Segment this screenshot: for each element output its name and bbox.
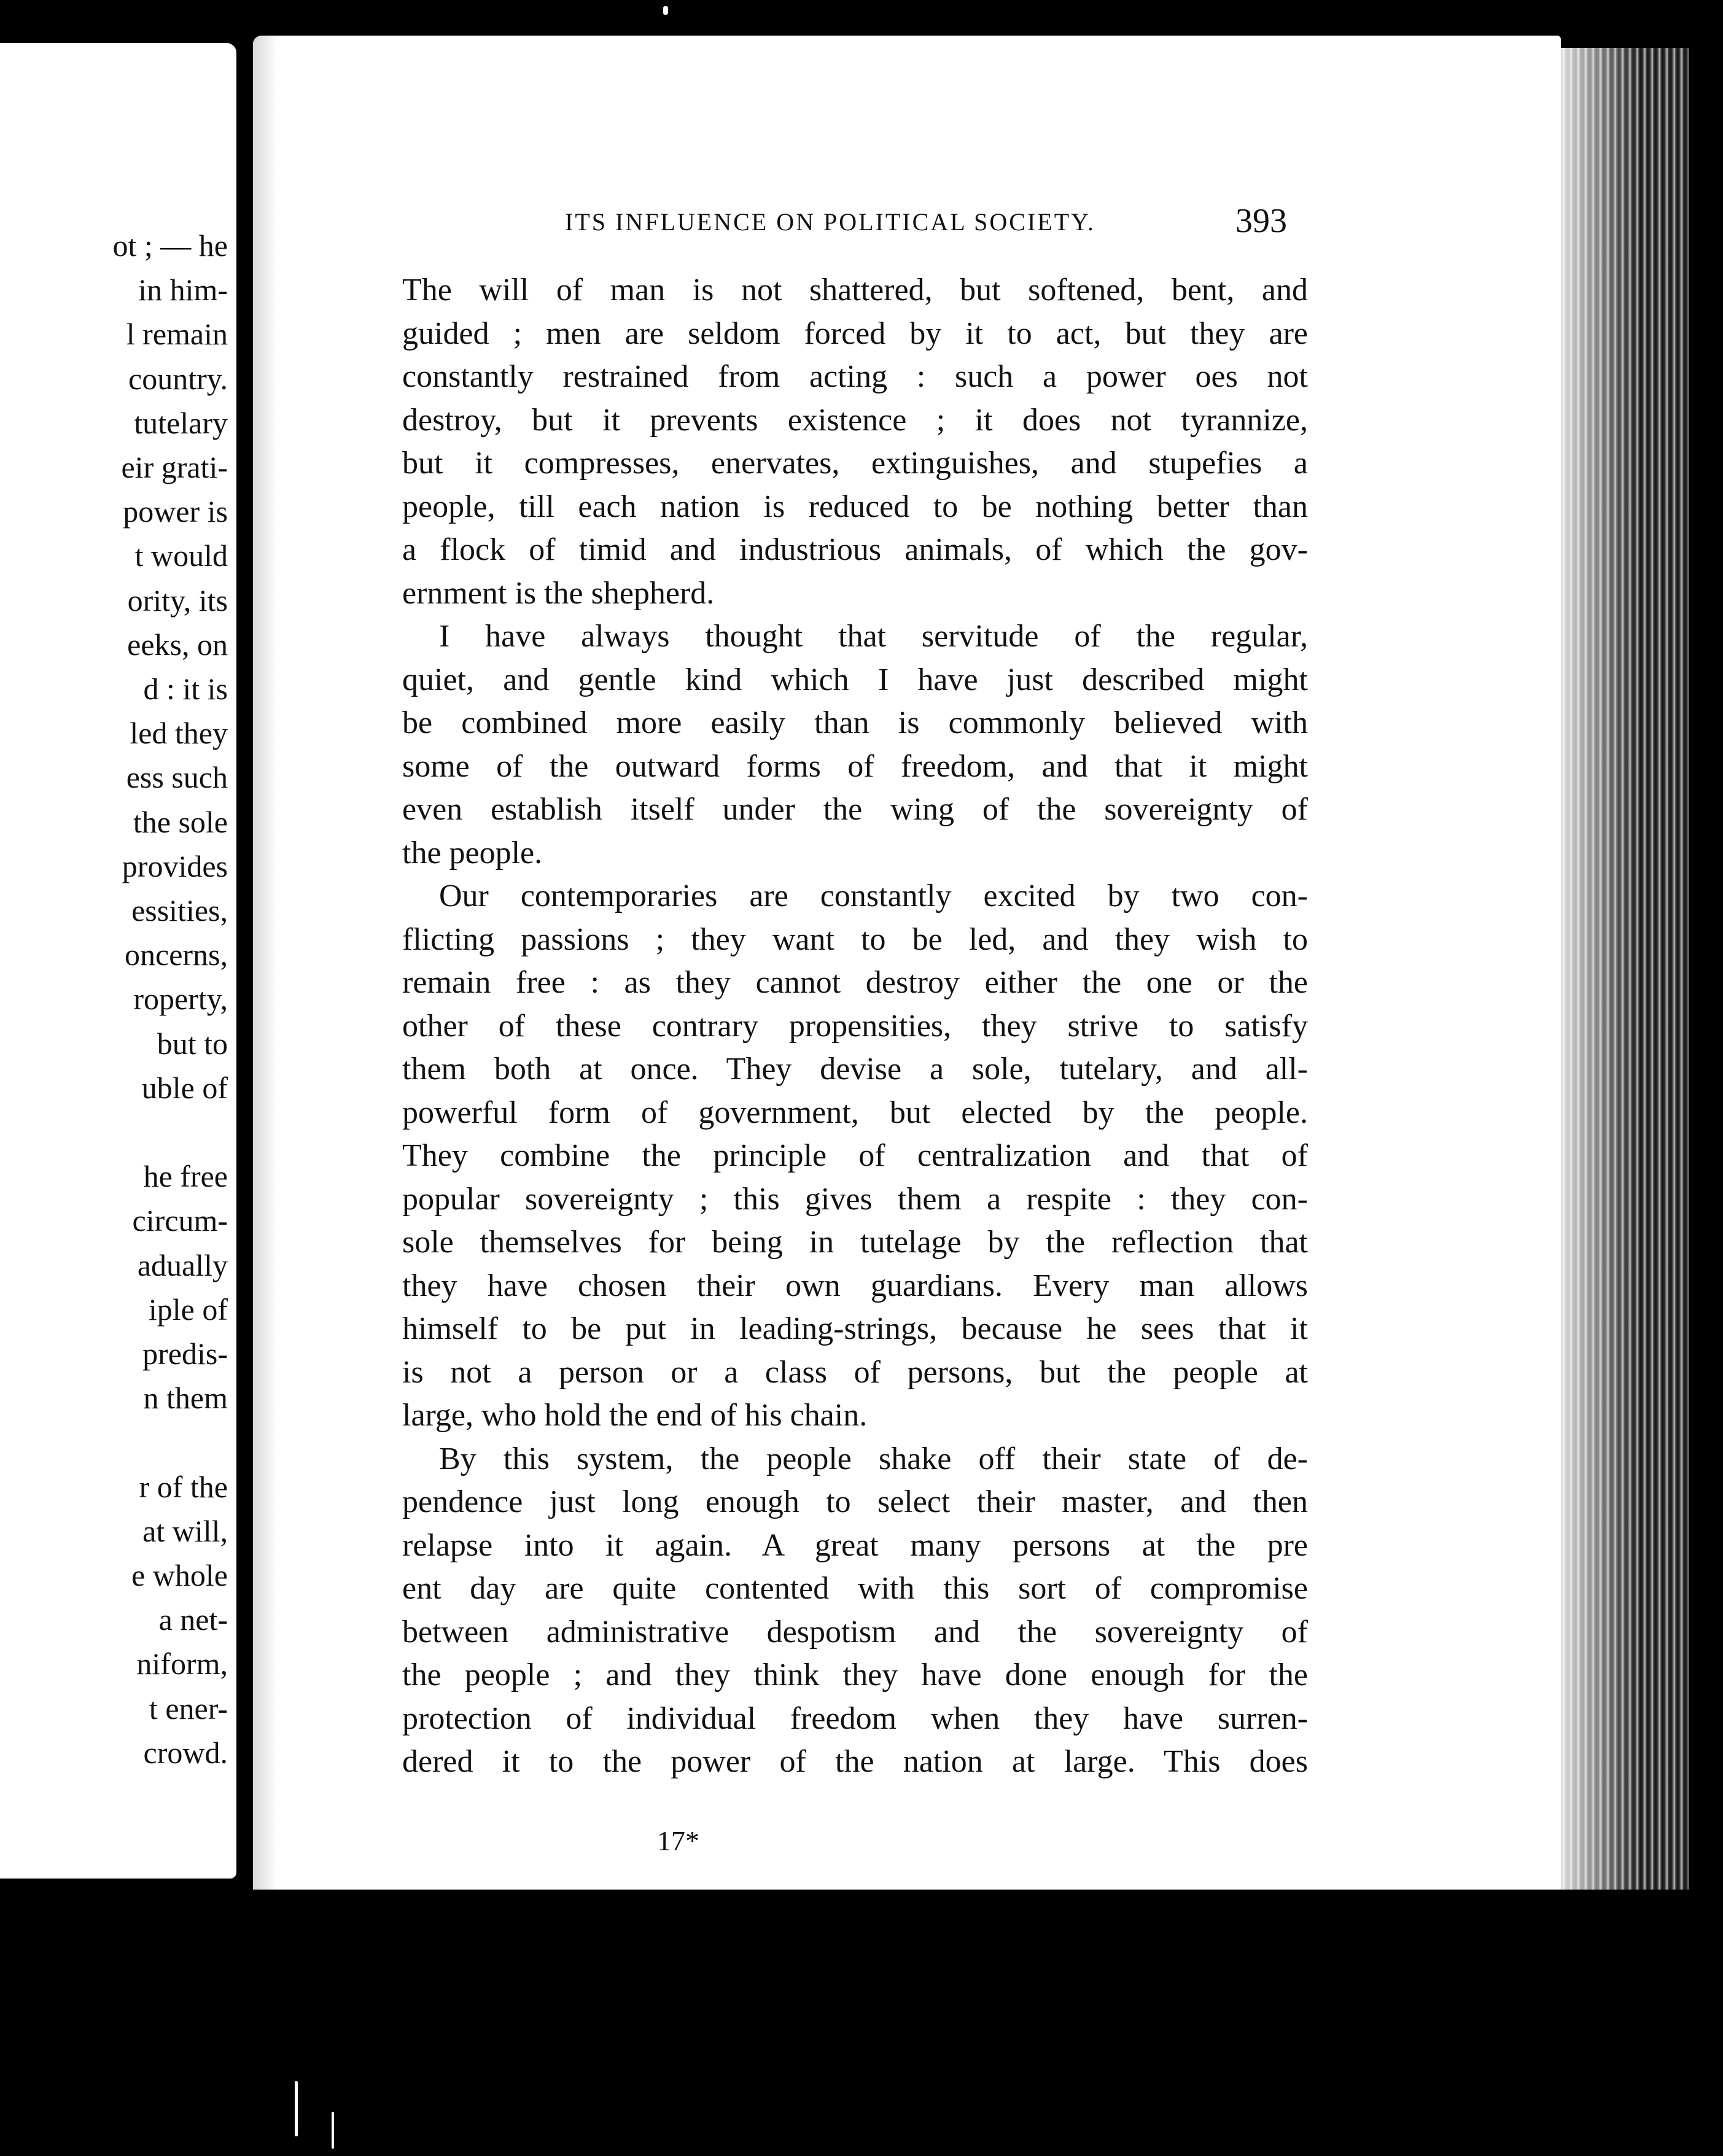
text-line: I have always thought that servitude of the regular, bbox=[439, 619, 1308, 654]
running-head: ITS INFLUENCE ON POLITICAL SOCIETY. bbox=[565, 208, 1095, 236]
signature-mark: 17* bbox=[657, 1825, 699, 1856]
left-page-line: he free bbox=[143, 1159, 228, 1194]
left-page-line: roperty, bbox=[133, 982, 228, 1017]
scan-speck bbox=[332, 2112, 334, 2149]
text-line: is not a person or a class of persons, but the people at bbox=[402, 1354, 1308, 1390]
left-page-line: crowd. bbox=[143, 1735, 228, 1770]
text-line: but it compresses, enervates, extinguishes, and stupefies a bbox=[402, 446, 1308, 481]
text-line: Our contemporaries are constantly excited by two con- bbox=[439, 878, 1308, 913]
text-line: By this system, the people shake off their state of de- bbox=[439, 1441, 1308, 1476]
left-page-line: in him- bbox=[138, 273, 228, 308]
text-line: dered it to the power of the nation at large. This does bbox=[402, 1744, 1308, 1779]
text-line: even establish itself under the wing of the sovereignty of bbox=[402, 792, 1308, 827]
text-line: The will of man is not shattered, but softened, bent, and bbox=[402, 273, 1308, 308]
text-line: sole themselves for being in tutelage by the reflection that bbox=[402, 1225, 1308, 1260]
text-line: the people ; and they think they have done enough for the bbox=[402, 1658, 1308, 1693]
text-line: quiet, and gentle kind which I have just described might bbox=[402, 662, 1308, 697]
left-page-line: a net- bbox=[158, 1602, 228, 1637]
gutter-shadow bbox=[253, 36, 278, 1890]
left-page-line: the sole bbox=[133, 804, 228, 839]
left-page-line: adually bbox=[137, 1247, 228, 1282]
left-page-line: ot ; — he bbox=[112, 228, 228, 263]
left-page-line: but to bbox=[157, 1026, 228, 1061]
left-page-line: predis- bbox=[142, 1336, 228, 1371]
left-page-line: t would bbox=[134, 538, 228, 573]
left-page-line: d : it is bbox=[143, 672, 228, 706]
left-page-line: ess such bbox=[126, 760, 228, 795]
left-page-line: oncerns, bbox=[125, 937, 228, 972]
left-facing-page bbox=[0, 43, 236, 1879]
text-line: popular sovereignty ; this gives them a respite : they con- bbox=[402, 1181, 1308, 1217]
text-line: guided ; men are seldom forced by it to act, but they are bbox=[402, 316, 1308, 351]
text-line: pendence just long enough to select their master, and then bbox=[402, 1484, 1308, 1519]
left-page-line: eeks, on bbox=[127, 627, 228, 662]
left-page-line: provides bbox=[122, 848, 228, 883]
text-line: between administrative despotism and the sovereignty of bbox=[402, 1614, 1308, 1650]
text-line: people, till each nation is reduced to be nothing better than bbox=[402, 489, 1308, 524]
text-line: protection of individual freedom when they have surren- bbox=[402, 1700, 1308, 1736]
left-page-line: country. bbox=[128, 361, 228, 396]
text-line: powerful form of government, but elected by the people. bbox=[402, 1095, 1308, 1130]
left-page-line: uble of bbox=[141, 1070, 228, 1105]
page-edges-fade bbox=[1560, 48, 1639, 1890]
scan-speck bbox=[663, 6, 668, 15]
text-line: other of these contrary propensities, they strive to satisfy bbox=[402, 1008, 1308, 1044]
text-line: constantly restrained from acting : such a power oes not bbox=[402, 359, 1308, 394]
left-page-line: essities, bbox=[131, 893, 228, 928]
text-line: flicting passions ; they want to be led, and they wish to bbox=[402, 921, 1308, 957]
text-line: a flock of timid and industrious animals, of which the gov- bbox=[402, 532, 1308, 567]
text-line: relapse into it again. A great many persons at the pre bbox=[402, 1527, 1308, 1563]
body-text bbox=[402, 269, 1308, 1784]
left-page-line: at will, bbox=[142, 1513, 228, 1548]
left-page-line: led they bbox=[130, 716, 228, 751]
left-page-line: power is bbox=[123, 494, 228, 529]
text-line: ernment is the shepherd. bbox=[402, 575, 715, 611]
text-line: himself to be put in leading-strings, because he sees that it bbox=[402, 1311, 1308, 1346]
scan-speck bbox=[295, 2081, 298, 2136]
text-line: remain free : as they cannot destroy either the one or the bbox=[402, 965, 1308, 1000]
left-page-line: e whole bbox=[131, 1558, 228, 1592]
text-line: be combined more easily than is commonly believed with bbox=[402, 705, 1308, 740]
left-page-line: t ener- bbox=[149, 1691, 228, 1726]
left-page-line: niform, bbox=[136, 1646, 228, 1681]
left-page-line: tutelary bbox=[134, 405, 228, 440]
text-line: the people. bbox=[402, 835, 543, 871]
left-page-line: ority, its bbox=[127, 583, 228, 618]
text-line: They combine the principle of centralization and that of bbox=[402, 1138, 1308, 1173]
left-page-line: circum- bbox=[132, 1203, 228, 1238]
left-page-line: n them bbox=[143, 1381, 228, 1416]
left-page-line: l remain bbox=[126, 317, 228, 352]
text-line: them both at once. They devise a sole, tutelary, and all- bbox=[402, 1052, 1308, 1087]
text-line: large, who hold the end of his chain. bbox=[402, 1398, 868, 1433]
left-page-line: iple of bbox=[148, 1292, 228, 1327]
text-line: some of the outward forms of freedom, and that it might bbox=[402, 748, 1308, 784]
text-line: they have chosen their own guardians. Every man allows bbox=[402, 1268, 1308, 1303]
text-line: destroy, but it prevents existence ; it does not tyrannize, bbox=[402, 402, 1308, 438]
left-page-line: r of the bbox=[139, 1469, 228, 1504]
text-line: ent day are quite contented with this sort of compromise bbox=[402, 1571, 1308, 1606]
page-number: 393 bbox=[1235, 202, 1287, 240]
left-page-line: eir grati- bbox=[121, 450, 228, 484]
